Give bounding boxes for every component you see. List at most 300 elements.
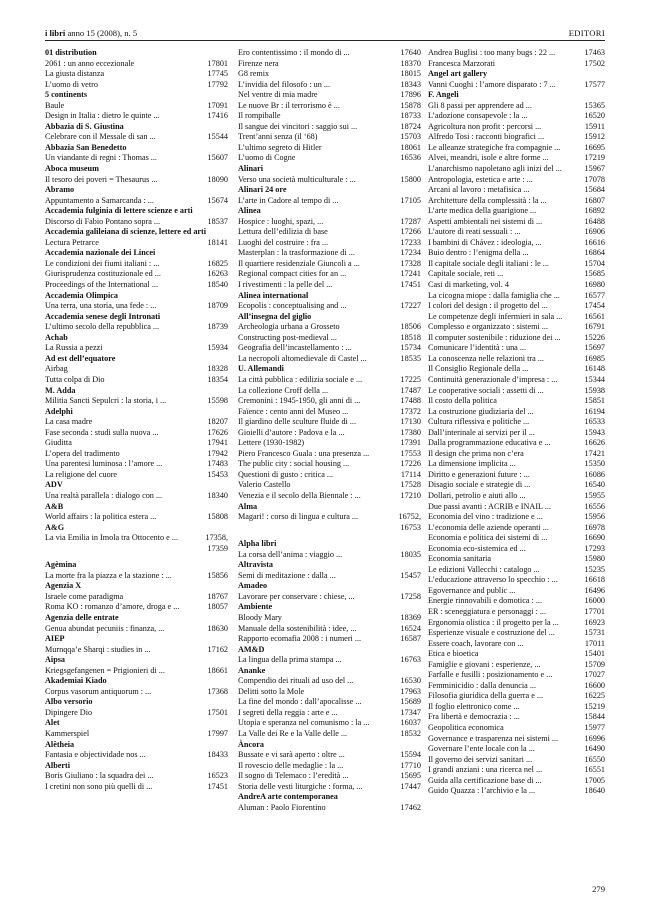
entry-number: 15544 — [207, 132, 228, 142]
index-entry — [238, 417, 421, 428]
entry-title: Militia Sancti Sepulcri : la storia, i ... — [45, 396, 167, 406]
entry-title: Rapporto ecomafia 2008 : i numeri ... — [238, 634, 362, 644]
index-entry — [428, 565, 605, 576]
entry-title: Due passi avanti : ACRIB e INAIL ... — [428, 501, 551, 511]
index-entry — [428, 712, 605, 723]
index-entry — [238, 771, 421, 782]
index-entry — [428, 523, 605, 534]
entry-number: 16695 — [584, 142, 605, 152]
entry-title: Le alleanze strategiche fra compagnie ... — [428, 142, 561, 152]
index-entry — [428, 660, 605, 671]
entry-number: 16561 — [584, 311, 605, 321]
index-entry — [428, 744, 605, 755]
index-entry — [45, 269, 228, 280]
entry-title: La giusta distanza — [45, 69, 105, 79]
index-entry — [238, 624, 421, 635]
entry-title: L’invidia del filosofo : un ... — [238, 79, 331, 89]
index-entry — [428, 755, 605, 766]
index-columns — [45, 48, 605, 868]
index-entry — [238, 438, 421, 449]
index-entry — [238, 491, 421, 502]
index-entry — [45, 301, 228, 312]
publisher-heading: AIEP — [45, 634, 65, 644]
entry-number: 16037 — [400, 718, 421, 728]
entry-title: La fine del mondo : dall’apocalisse ... — [238, 697, 362, 707]
entry-title: L’economia delle aziende operanti ... — [428, 522, 549, 532]
index-column-1 — [45, 48, 228, 792]
entry-number: 17234 — [400, 248, 421, 258]
entry-title: Lavorare per conservare : chiese, ... — [238, 591, 355, 601]
entry-title: L’educazione attraverso lo specchio : ... — [428, 575, 558, 585]
index-entry — [238, 238, 421, 249]
entry-title: Kammerspiel — [45, 729, 90, 738]
entry-number: 15453 — [207, 469, 228, 479]
entry-number: 15851 — [584, 396, 605, 406]
index-entry — [238, 396, 421, 407]
entry-title: Dipingere Dio — [45, 707, 93, 717]
entry-title: ER : sceneggiatura e personaggi : ... — [428, 606, 546, 616]
entry-title: Delitti sotto la Mole — [238, 686, 305, 696]
index-entry — [238, 512, 421, 523]
index-entry — [238, 217, 421, 228]
entry-number: 15967 — [584, 164, 605, 174]
entry-title: Dalla programmazione educativa e ... — [428, 438, 551, 448]
entry-number: 15980 — [584, 554, 605, 564]
index-entry — [428, 59, 605, 70]
entry-number: 15598 — [207, 396, 228, 406]
index-entry — [428, 312, 605, 323]
index-entry — [45, 571, 228, 582]
page-number: 279 — [592, 884, 605, 894]
index-entry — [238, 175, 421, 186]
index-entry — [428, 438, 605, 449]
entry-title: I cretini non sono più quelli di ... — [45, 781, 153, 791]
entry-number: 15943 — [584, 427, 605, 437]
index-entry — [428, 786, 605, 797]
index-entry — [238, 269, 421, 280]
index-entry — [428, 649, 605, 660]
index-entry — [238, 550, 421, 561]
entry-number: 17421 — [584, 448, 605, 458]
index-entry — [45, 417, 228, 428]
entry-title: La costruzione giudiziaria del ... — [428, 406, 534, 416]
index-entry — [428, 670, 605, 681]
entry-number: 17368 — [207, 686, 228, 696]
index-entry — [45, 80, 228, 91]
index-entry — [45, 175, 228, 186]
entry-title: Il sogno di Telemaco : l’eredità ... — [238, 771, 349, 781]
entry-number: 15689 — [400, 697, 421, 707]
entry-number: 18328 — [207, 364, 228, 374]
entry-number: 17233 — [400, 237, 421, 247]
index-entry — [428, 554, 605, 565]
entry-number: 15938 — [584, 385, 605, 395]
index-entry — [238, 407, 421, 418]
index-entry — [428, 143, 605, 154]
entry-title: Il foglio elettronico come ... — [428, 701, 520, 711]
entry-title: I bambini di Chávez : ideologia, ... — [428, 237, 542, 247]
entry-title: L’ultimo segreto di Hitler — [238, 142, 322, 152]
publisher-heading: AndreA arte contemporanea — [238, 792, 338, 802]
entry-title: Le edizioni Vallecchi : catalogo ... — [428, 564, 540, 574]
index-entry — [428, 639, 605, 650]
index-entry — [428, 691, 605, 702]
entry-number: 18537 — [207, 216, 228, 226]
publisher-heading: Ananke — [238, 665, 266, 675]
entry-number: 16000 — [584, 596, 605, 606]
index-entry — [238, 333, 421, 344]
index-entry — [428, 502, 605, 513]
index-entry — [238, 48, 421, 59]
entry-number: 18090 — [207, 174, 228, 184]
index-entry — [238, 280, 421, 291]
publisher-heading: M. Adda — [45, 385, 76, 395]
index-entry — [238, 708, 421, 719]
entry-title: Le cooperative sociali : assetti di ... — [428, 385, 544, 395]
index-entry — [45, 666, 228, 677]
index-entry — [238, 80, 421, 91]
entry-number: 17896 — [400, 90, 421, 100]
entry-title: Farfalle e fusilli : posizionamento e ... — [428, 670, 553, 680]
entry-number: 15856 — [207, 570, 228, 580]
entry-title: Nel ventre di mia madre — [238, 90, 318, 100]
index-entry — [45, 343, 228, 354]
entry-number: 17416 — [207, 111, 228, 121]
entry-title: Architetture della complessità : la ... — [428, 195, 547, 205]
index-entry — [45, 364, 228, 375]
index-entry — [428, 185, 605, 196]
publisher-heading: Accademia Olimpica — [45, 290, 118, 300]
entry-number: 17553 — [400, 448, 421, 458]
entry-title: Verso una società multiculturale : ... — [238, 174, 356, 184]
index-entry — [45, 592, 228, 603]
entry-number: 16996 — [584, 733, 605, 743]
entry-number: 16086 — [584, 469, 605, 479]
entry-number: 16892 — [584, 206, 605, 216]
entry-number: 15226 — [584, 332, 605, 342]
index-entry — [428, 196, 605, 207]
entry-number: 17091 — [207, 100, 228, 110]
index-entry — [238, 111, 421, 122]
entry-title: La collezione Croff della ... — [238, 385, 329, 395]
index-entry — [428, 618, 605, 629]
entry-number: 17005 — [584, 775, 605, 785]
entry-number: 16540 — [584, 480, 605, 490]
entry-number: 15911 — [584, 121, 605, 131]
index-entry — [428, 48, 605, 59]
publisher-heading: Altravista — [238, 560, 274, 570]
entry-title: Airbag — [45, 364, 68, 374]
entry-title: Murnqqa’e Sharqi : studies in ... — [45, 644, 151, 654]
index-entry — [428, 480, 605, 491]
entry-number: 16550 — [584, 754, 605, 764]
entry-title: Faïence : cento anni del Museo ... — [238, 406, 349, 416]
index-entry — [238, 782, 421, 793]
entry-number: 16923 — [584, 617, 605, 627]
index-entry — [45, 491, 228, 502]
publisher-heading: Agenzia X — [45, 581, 82, 591]
entry-title: Discorso di Fabio Pontano sopra ... — [45, 216, 161, 226]
entry-title: La Russia a pezzi — [45, 343, 103, 353]
entry-title: Geografia dell’incastellamento : ... — [238, 343, 352, 353]
entry-number: 17293 — [584, 543, 605, 553]
entry-number: 17347 — [400, 707, 421, 717]
index-entry — [45, 428, 228, 439]
entry-title: Il giardino delle sculture fluide di ... — [238, 417, 357, 427]
entry-number: 15878 — [400, 100, 421, 110]
publisher-heading: Accademia senese degli Intronati — [45, 311, 161, 321]
entry-number: 17463 — [584, 48, 605, 57]
entry-title: L’arte medica della guarigione ... — [428, 206, 537, 216]
entry-title: Geopolitica economica — [428, 723, 504, 732]
index-entry — [428, 375, 605, 386]
entry-title: 2061 : un anno eccezionale — [45, 58, 135, 68]
publisher-heading: Alinari — [238, 164, 264, 174]
entry-number: 18061 — [400, 142, 421, 152]
index-entry — [45, 259, 228, 270]
entry-number: 16906 — [584, 227, 605, 237]
entry-number: 15695 — [400, 771, 421, 781]
entry-title: World affairs : la politica estera ... — [45, 512, 157, 522]
entry-title: Governance e trasparenza nei sistemi ... — [428, 733, 559, 743]
entry-number: 16587 — [400, 634, 421, 644]
index-entry — [428, 80, 605, 91]
publisher-heading: Akademiai Kiado — [45, 676, 107, 686]
entry-number: 17451 — [207, 781, 228, 791]
index-entry — [45, 217, 228, 228]
entry-title: L’ultimo secolo della repubblica ... — [45, 322, 160, 332]
entry-number: 16194 — [584, 406, 605, 416]
entry-number: 15912 — [584, 132, 605, 142]
entry-number: 16490 — [584, 744, 605, 754]
index-entry — [238, 354, 421, 365]
entry-title: Economia del vino : tradizione e ... — [428, 512, 543, 522]
index-entry — [238, 90, 421, 101]
entry-title: Economia sanitaria — [428, 554, 491, 564]
entry-title: Il governo dei servizi sanitari ... — [428, 754, 533, 764]
entry-number: 15704 — [584, 258, 605, 268]
entry-number: 15401 — [584, 649, 605, 659]
entry-title: Israele come paradigma — [45, 591, 124, 601]
entry-title: La corsa dell’anima : viaggio ... — [238, 549, 343, 559]
index-entry — [428, 765, 605, 776]
entry-title: Filosofia giuridica della guerra e ... — [428, 691, 544, 701]
entry-title: Il costo della politica — [428, 396, 497, 406]
index-entry — [428, 164, 605, 175]
entry-number: 17528 — [400, 480, 421, 490]
entry-title: Egovernance and public ... — [428, 585, 516, 595]
entry-number: 18035 — [400, 549, 421, 559]
entry-title: Valerio Castello — [238, 480, 291, 490]
entry-number: 17391 — [400, 438, 421, 448]
entry-number: 16577 — [584, 290, 605, 300]
entry-title: Il rompiballe — [238, 111, 281, 121]
index-entry — [428, 449, 605, 460]
entry-number: 18661 — [207, 665, 228, 675]
entry-number: 17130 — [400, 417, 421, 427]
entry-number: 18369 — [400, 612, 421, 622]
entry-title: L’anarchismo napoletano agli inizi del ... — [428, 164, 562, 174]
entry-number: 16791 — [584, 322, 605, 332]
index-entry — [428, 291, 605, 302]
entry-title: Una parentesi luminosa : l’amore ... — [45, 459, 163, 469]
index-entry — [428, 333, 605, 344]
publisher-heading: U. Allemandi — [238, 364, 284, 374]
index-entry — [428, 702, 605, 713]
entry-title: I colori del design : il progetto del ... — [428, 301, 548, 311]
entry-title: Il Consiglio Regionale della ... — [428, 364, 529, 374]
entry-number: 15734 — [400, 343, 421, 353]
entry-number: 15800 — [400, 174, 421, 184]
index-column-2 — [238, 48, 421, 813]
entry-number: 16752, — [398, 512, 421, 522]
index-entry — [238, 248, 421, 259]
index-entry — [45, 729, 228, 740]
index-entry — [238, 459, 421, 470]
entry-title: Complesso e organizzato : sistemi ... — [428, 322, 548, 332]
publisher-heading: Alberti — [45, 760, 71, 770]
entry-title: Appuntamento a Samarcanda : ... — [45, 195, 154, 205]
index-entry — [238, 143, 421, 154]
entry-number: 18630 — [207, 623, 228, 633]
entry-title: La città pubblica : edilizia sociale e ... — [238, 374, 363, 384]
entry-number: 17266 — [400, 227, 421, 237]
publisher-heading: 01 distribution — [45, 48, 97, 57]
entry-number: 16616 — [584, 237, 605, 247]
index-entry — [428, 596, 605, 607]
entry-number: 17487 — [400, 385, 421, 395]
entry-title: Piero Francesco Guala : una presenza ... — [238, 448, 370, 458]
index-entry — [238, 687, 421, 698]
entry-number: 18340 — [207, 490, 228, 500]
entry-title: Ecopolis : conceptualising and ... — [238, 301, 347, 311]
index-entry — [45, 132, 228, 143]
index-entry — [238, 655, 421, 666]
index-entry — [428, 681, 605, 692]
entry-number: 18532 — [400, 729, 421, 738]
index-entry — [428, 512, 605, 523]
entry-number: 17701 — [584, 606, 605, 616]
entry-title: Il sangue dei vincitori : saggio sui ... — [238, 121, 358, 131]
entry-title: Lectura Petrarce — [45, 237, 99, 247]
index-entry — [428, 776, 605, 787]
entry-title: Masterplan : la trasformazione di ... — [238, 248, 355, 258]
index-entry — [45, 69, 228, 80]
index-entry — [45, 602, 228, 613]
entry-number: 18767 — [207, 591, 228, 601]
entry-title: Roma KO : romanzo d’amore, droga e ... — [45, 602, 180, 612]
entry-title: G8 remix — [238, 69, 270, 79]
index-entry — [238, 301, 421, 312]
entry-title: Lettura dell’edilizia di base — [238, 227, 328, 237]
entry-title: Il tesoro dei poveri = Thesaurus ... — [45, 174, 158, 184]
entry-number-continued: 16753 — [400, 522, 421, 532]
entry-title: La dimensione implicita ... — [428, 459, 516, 469]
publisher-heading: Alêtheia — [45, 739, 75, 749]
index-entry — [45, 645, 228, 656]
entry-title: Ero contentissimo : il mondo di ... — [238, 48, 350, 57]
entry-number: 15607 — [207, 153, 228, 163]
entry-title: Giuditta — [45, 438, 72, 448]
entry-number: 18141 — [207, 237, 228, 247]
index-entry — [45, 624, 228, 635]
entry-number: 17358, — [205, 533, 228, 543]
entry-number: 16807 — [584, 195, 605, 205]
entry-title: La conoscenza nelle relazioni tra ... — [428, 353, 544, 363]
index-entry — [238, 153, 421, 164]
entry-title: Etica e bioetica — [428, 649, 479, 659]
entry-number: 17997 — [207, 729, 228, 738]
journal-issue — [45, 27, 137, 39]
entry-number: 18739 — [207, 322, 228, 332]
entry-number: 16978 — [584, 522, 605, 532]
index-entry — [428, 217, 605, 228]
index-entry — [45, 512, 228, 523]
entry-number: 18733 — [400, 111, 421, 121]
entry-number: 17258 — [400, 591, 421, 601]
entry-number: 18057 — [207, 602, 228, 612]
entry-title: Le competenze degli infermieri in sala ... — [428, 311, 563, 321]
entry-number: 16530 — [400, 676, 421, 686]
entry-number: 15709 — [584, 659, 605, 669]
entry-number: 15685 — [584, 269, 605, 279]
index-entry — [428, 417, 605, 428]
entry-title: Bloody Mary — [238, 612, 282, 622]
publisher-heading: Aipsa — [45, 655, 66, 665]
entry-title: La religione del cuore — [45, 469, 118, 479]
entry-number: 16556 — [584, 501, 605, 511]
index-entry — [45, 196, 228, 207]
entry-number: 16496 — [584, 585, 605, 595]
entry-title: La morte fra la piazza e la stazione : ... — [45, 570, 172, 580]
publisher-heading: ADV — [45, 480, 63, 490]
index-entry — [45, 238, 228, 249]
entry-number: 18518 — [400, 332, 421, 342]
journal-title: i libri — [45, 28, 66, 38]
entry-number: 16626 — [584, 438, 605, 448]
entry-number: 16225 — [584, 691, 605, 701]
entry-title: Il design che prima non c’era — [428, 448, 524, 458]
entry-title: Corpus vasorum antiquorum : ... — [45, 686, 152, 696]
entry-number: 17380 — [400, 427, 421, 437]
entry-title: Baule — [45, 100, 65, 110]
entry-number: 15731 — [584, 628, 605, 638]
entry-title: Guida alla certificazione base di ... — [428, 775, 542, 785]
index-entry — [428, 238, 605, 249]
entry-title: La via Emilia in Imola tra Ottocento e ... — [45, 533, 179, 543]
entry-title: La casa madre — [45, 417, 93, 427]
entry-number: 15219 — [584, 701, 605, 711]
entry-title: Kriegsgefangenen = Prigionieri di ... — [45, 665, 165, 675]
entry-number: 18506 — [400, 322, 421, 332]
entry-title: Essere coach, lavorare con ... — [428, 638, 524, 648]
index-entry — [45, 708, 228, 719]
entry-title: Alvei, meandri, isole e altre forme ... — [428, 153, 549, 163]
publisher-heading: Alma — [238, 501, 258, 511]
entry-number: 16864 — [584, 248, 605, 258]
index-entry — [238, 196, 421, 207]
entry-title: L’opera del tradimento — [45, 448, 120, 458]
entry-number: 17027 — [584, 670, 605, 680]
entry-number: 15955 — [584, 490, 605, 500]
index-entry — [238, 101, 421, 112]
entry-number: 18343 — [400, 79, 421, 89]
entry-title: Vanni Cuoghi : l’amore disparato : 7 ... — [428, 79, 556, 89]
entry-title: Il rovescio delle medaglie : la ... — [238, 760, 344, 770]
publisher-heading: All’insegna del giglio — [238, 311, 312, 321]
publisher-heading: A&B — [45, 501, 64, 511]
index-entry — [428, 153, 605, 164]
